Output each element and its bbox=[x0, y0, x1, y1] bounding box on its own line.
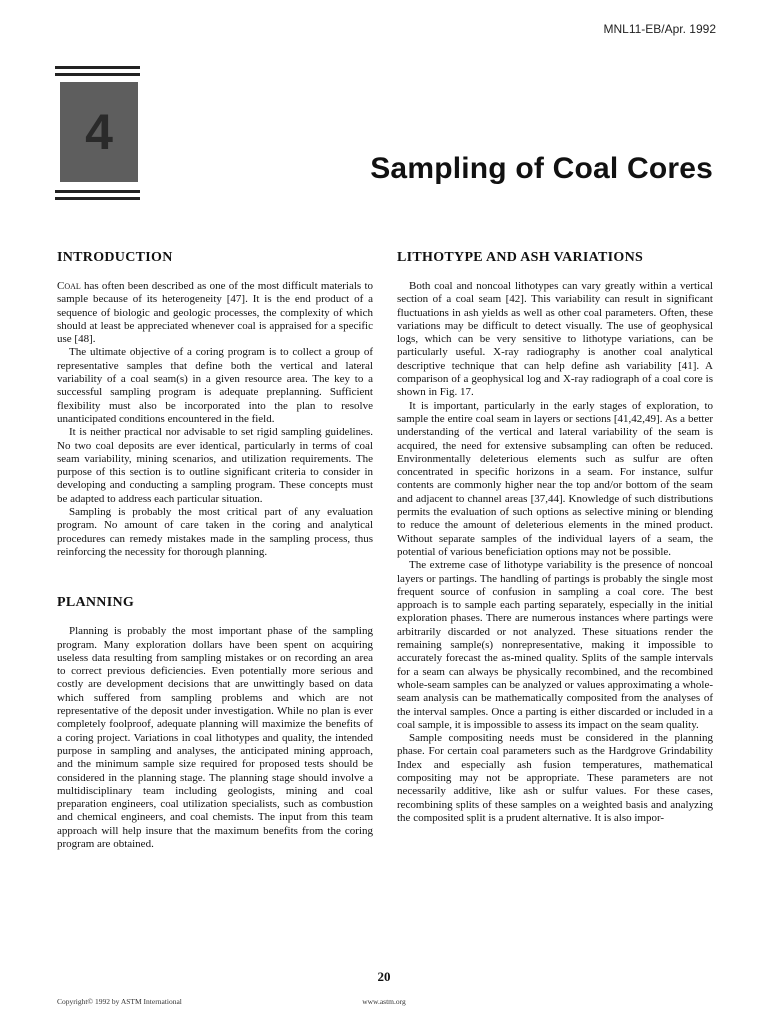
lithotype-paragraph-2: It is important, particularly in the early stages of exploration, to sample the entire coal seam in layers or sections [41,42,49]. As a better understanding of the vertical and lateral variability of the seam is acquired, the need for extensive subsampling can often be reduced. Environmentally deleterious elements such as sulfur are often concentrated in specific horizons in a seam. For instance, sulfur contents are commonly higher near the top and/or bottom of the seam and adjacent to channel areas [37,44]. Knowledge of such distributions permits the evaluation of such options as selective mining or blending to reduce the amount of deleterious elements in the mined product. Without separate samples of the individual layers of a seam, the potential of various beneficiation options may not be possible. bbox=[397, 399, 713, 558]
footer-url: www.astm.org bbox=[362, 997, 406, 1006]
lithotype-paragraph-3: The extreme case of lithotype variability is the presence of noncoal layers or partings. The handling of partings is probably the single most frequent source of confusion in sampling a coal core. The best approach is to sample each parting separately, especially in the initial exploration phases. There are numerous instances where partings were arbitrarily discarded or not analyzed. These situations render the remaining sample(s) nonrepresentative, making it impossible to accurately forecast the as-mined quality. Splits of the sample intervals for a seam can always be physically recombined, and the recombined whole-seam samples can be analyzed or values approximating a whole-seam analysis can be mathematically composited from the analyses of the interval samples. Once a parting is either discarded or included in a coal sample, it is impossible to assess its impact on the seam quality. bbox=[397, 559, 713, 731]
bottom-rule-2 bbox=[55, 197, 140, 200]
left-column bbox=[57, 250, 373, 851]
introduction-p1-text: has often been described as one of the most difficult materials to sample because of its heterogeneity [47]. It is the end product of a sequence of biologic and geologic processes, the complexity of which should at least be appreciated whenever coal is appraised for a specific use [48]. bbox=[57, 280, 373, 346]
introduction-lead-word: Coal bbox=[57, 280, 81, 292]
top-rule bbox=[55, 66, 140, 69]
copyright-notice: Copyright© 1992 by ASTM International bbox=[57, 997, 182, 1006]
chapter-title: Sampling of Coal Cores bbox=[370, 152, 713, 185]
lithotype-paragraph-1: Both coal and noncoal lithotypes can vary greatly within a vertical section of a coal seam [42]. This variability can result in significant fluctuations in ash yields as well as other coal parameters. Often, these variations may be difficult to detect visually. The use of geophysical logs, which can be very sensitive to lithotype variations, can be particularly useful. X-ray radiography is another coal analytical descriptive technique that can help define ash variability [41]. A comparison of a geophysical log and X-ray radiograph of a coal core is shown in Fig. 17. bbox=[397, 280, 713, 399]
introduction-heading: INTRODUCTION bbox=[57, 250, 173, 265]
introduction-paragraph-2: The ultimate objective of a coring program is to collect a group of representative samples that define both the vertical and lateral variability of a coal seam(s) in a given resource area. The key to a successful sampling program is adequate preplanning. Sufficient flexibility must also be incorporated into the plan to resolve unanticipated conditions encountered in the field. bbox=[57, 346, 373, 425]
bottom-rule bbox=[55, 190, 140, 193]
chapter-number-box bbox=[60, 82, 138, 182]
chapter-number: 4 bbox=[85, 104, 113, 160]
page-number: 20 bbox=[377, 969, 391, 984]
planning-paragraph-1: Planning is probably the most important phase of the sampling program. Many exploration dollars have been spent on acquiring useless data resulting from sampling mistakes or on recording an area to correct previous deficiencies. Even potentially more serious and costly are development decisions that are unwittingly based on data which suffered from sampling problems and which are not representative of the deposit under investigation. While no plan is ever completely foolproof, adequate planning will maximize the benefits of a coring project. Variations in coal lithotypes and quality, the intended purpose in sampling and analyses, the anticipated mining approach, and the minimum sample size required for proposed tests should be considered in the planning stage. The planning stage should involve a multidisciplinary team including geologists, mining and coal preparation engineers, coal utilization specialists, such as combustion and chemical engineers, and coal chemists. The input from this team approach will help insure that the maximum benefits from the coring program are obtained. bbox=[57, 625, 373, 850]
introduction-paragraph-1 bbox=[57, 280, 373, 346]
introduction-paragraph-3: It is neither practical nor advisable to set rigid sampling guidelines. No two coal deposits are ever identical, particularly in terms of coal seam variability, mining scenarios, and utilization requirements. The purpose of this section is to outline significant criteria to consider in developing and conducting a sampling program. These concepts must be adapted to address each particular situation. bbox=[57, 426, 373, 505]
introduction-paragraph-4: Sampling is probably the most critical part of any evaluation program. No amount of care taken in the coring and analytical procedures can remedy mistakes made in the sampling process, thus reinforcing the necessity for thorough planning. bbox=[57, 506, 373, 558]
top-rule-2 bbox=[55, 73, 140, 76]
lithotype-paragraph-4: Sample compositing needs must be considered in the planning phase. For certain coal parameters such as the Hardgrove Grindability Index and especially ash fusion temperatures, mathematical compositing may not be appropriate. These parameters are not necessarily additive, like ash or sulfur values. For these cases, recombining splits of these samples on a weighted basis and analyzing the composited split is a prudent alternative. It is also impor- bbox=[397, 732, 713, 824]
planning-heading: PLANNING bbox=[57, 595, 135, 611]
right-column bbox=[397, 250, 713, 825]
document-code: MNL11-EB/Apr. 1992 bbox=[603, 22, 716, 36]
lithotype-heading: LITHOTYPE AND ASH VARIATIONS bbox=[397, 250, 644, 265]
